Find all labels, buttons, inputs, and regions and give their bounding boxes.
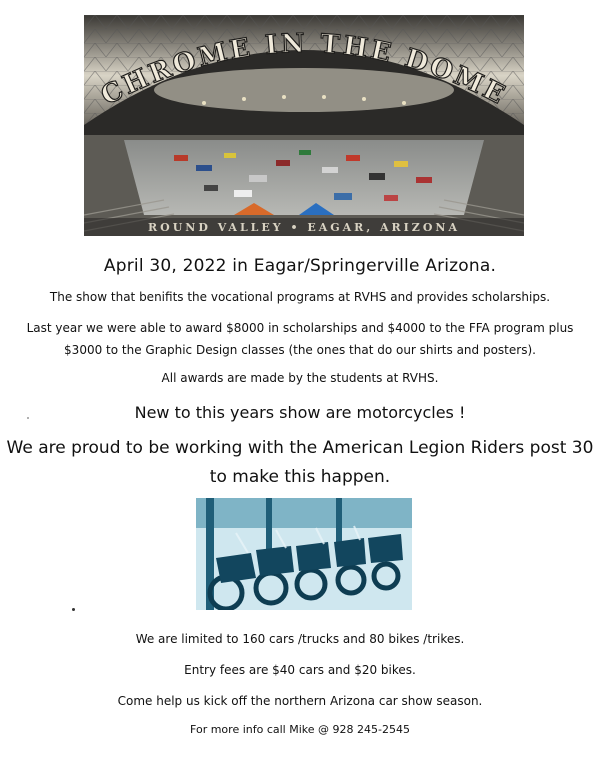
banner-photo xyxy=(84,15,524,236)
awards-text: All awards are made by the students at RVHS. xyxy=(161,371,439,385)
motorcycles-photo xyxy=(196,498,412,610)
scan-speck xyxy=(72,608,75,611)
partner-line-1: We are proud to be working with the American Legion Riders post 30 xyxy=(6,438,594,458)
invite-text: Come help us kick off the northern Arizona car show season. xyxy=(117,694,483,708)
last-year-line-1: Last year we were able to award $8000 in scholarships and $4000 to the FFA program plus xyxy=(26,321,574,335)
event-date: April 30, 2022 in Eagar/Springerville Arizona. xyxy=(103,256,497,276)
banner-title: CHROME IN THE DOME xyxy=(96,28,512,112)
scan-speck xyxy=(27,417,29,419)
new-this-year-text: New to this years show are motorcycles ! xyxy=(134,403,466,422)
contact-text: For more info call Mike @ 928 245-2545 xyxy=(190,723,410,736)
partner-line-2: to make this happen. xyxy=(209,467,391,487)
purpose-text: The show that benifits the vocational programs at RVHS and provides scholarships. xyxy=(49,290,551,304)
last-year-line-2: $3000 to the Graphic Design classes (the ones that do our shirts and posters). xyxy=(64,343,536,357)
limit-text: We are limited to 160 cars /trucks and 80 bikes /trikes. xyxy=(135,632,465,646)
fees-text: Entry fees are $40 cars and $20 bikes. xyxy=(184,663,416,677)
motorcycles-image xyxy=(196,498,412,610)
dome-arena-image xyxy=(84,15,524,236)
banner-subtitle: ROUND VALLEY • EAGAR, ARIZONA xyxy=(147,221,461,234)
